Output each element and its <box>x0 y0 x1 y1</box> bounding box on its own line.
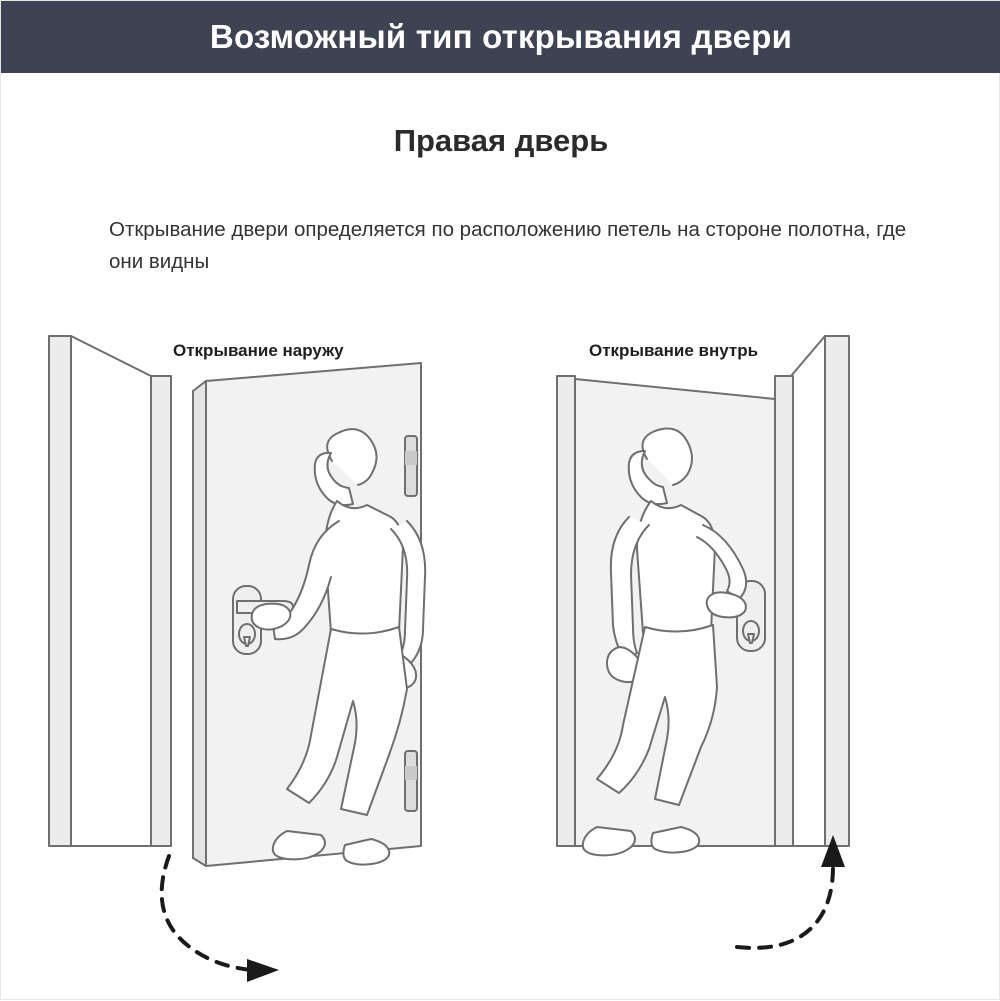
caption-open-inward: Открывание внутрь <box>589 341 759 360</box>
left-arrow-head <box>247 959 279 982</box>
description-text: Открывание двери определяется по расположению петель на стороне полотна, где они видны <box>109 218 907 273</box>
left-wall-frame <box>49 336 171 846</box>
diagram-canvas <box>1 301 1000 1001</box>
section-subtitle: Правая дверь <box>393 123 609 158</box>
left-motion-arrow <box>162 856 251 970</box>
right-motion-arrow <box>737 867 833 948</box>
caption-open-outward: Открывание наружу <box>173 341 344 360</box>
door-diagram <box>1 301 1000 1001</box>
header-bar <box>1 1 1000 73</box>
page-title: Возможный тип открывания двери <box>209 18 793 55</box>
